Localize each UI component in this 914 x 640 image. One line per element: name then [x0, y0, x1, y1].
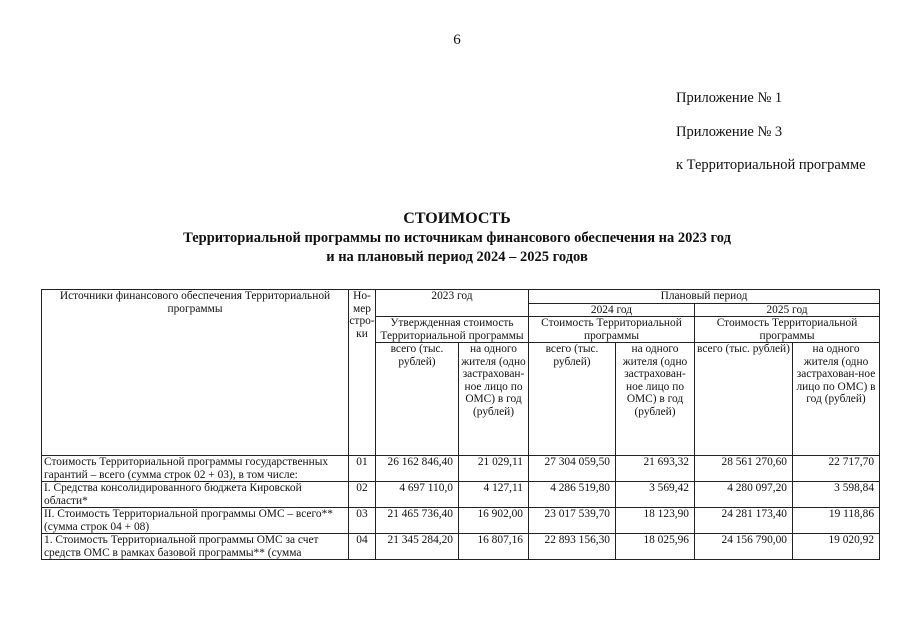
row-per-resident-2023: 16 807,16	[459, 534, 529, 560]
table-row	[42, 508, 880, 534]
row-total-2025: 4 280 097,20	[695, 482, 793, 508]
header-per-resident-2023: на одного жителя (одно застрахован-ное лицо по ОМС) в год (рублей)	[459, 343, 529, 456]
row-per-resident-2025: 22 717,70	[793, 456, 880, 482]
header-total-2024: всего (тыс. рублей)	[529, 343, 616, 456]
row-number: 02	[349, 482, 376, 508]
row-per-resident-2025: 19 118,86	[793, 508, 880, 534]
row-source: I. Средства консолидированного бюджета Кировской области*	[42, 482, 349, 508]
row-source: 1. Стоимость Территориальной программы ОМС за счет средств ОМС в рамках базовой программы** (сумма	[42, 534, 349, 560]
row-per-resident-2023: 21 029,11	[459, 456, 529, 482]
row-total-2024: 23 017 539,70	[529, 508, 616, 534]
row-number: 01	[349, 456, 376, 482]
row-total-2023: 26 162 846,40	[376, 456, 459, 482]
appendix-line-2: Приложение № 3	[676, 124, 783, 140]
header-per-resident-2024: на одного жителя (одно застрахован-ное лицо по ОМС) в год (рублей)	[616, 343, 695, 456]
cost-table	[41, 289, 880, 560]
header-sources: Источники финансового обеспечения Территориальной программы	[42, 290, 349, 456]
row-number: 04	[349, 534, 376, 560]
row-per-resident-2024: 21 693,32	[616, 456, 695, 482]
appendix-line-3: к Территориальной программе	[676, 157, 866, 173]
row-total-2023: 21 465 736,40	[376, 508, 459, 534]
row-per-resident-2023: 4 127,11	[459, 482, 529, 508]
header-approved-cost: Утвержденная стоимость Территориальной программы	[376, 317, 529, 343]
header-per-resident-2025: на одного жителя (одно застрахован-ное лицо по ОМС) в год (рублей)	[793, 343, 880, 456]
header-cost-2024: Стоимость Территориальной программы	[529, 317, 695, 343]
row-total-2025: 24 156 790,00	[695, 534, 793, 560]
row-total-2023: 4 697 110,0	[376, 482, 459, 508]
row-total-2023: 21 345 284,20	[376, 534, 459, 560]
row-total-2024: 4 286 519,80	[529, 482, 616, 508]
row-per-resident-2023: 16 902,00	[459, 508, 529, 534]
header-year-2024: 2024 год	[529, 303, 695, 317]
row-number: 03	[349, 508, 376, 534]
row-source: Стоимость Территориальной программы государственных гарантий – всего (сумма строк 02 + 03), в том числе:	[42, 456, 349, 482]
table-row	[42, 456, 880, 482]
header-planned-period: Плановый период	[529, 290, 880, 304]
header-total-2025: всего (тыс. рублей)	[695, 343, 793, 456]
table-header-row-1	[42, 290, 880, 304]
table-row	[42, 534, 880, 560]
header-year-2025: 2025 год	[695, 303, 880, 317]
row-total-2024: 22 893 156,30	[529, 534, 616, 560]
row-total-2024: 27 304 059,50	[529, 456, 616, 482]
page-number: 6	[453, 32, 461, 48]
header-cost-2025: Стоимость Территориальной программы	[695, 317, 880, 343]
header-total-2023: всего (тыс. рублей)	[376, 343, 459, 456]
table-row	[42, 482, 880, 508]
row-source: II. Стоимость Территориальной программы ОМС – всего** (сумма строк 04 + 08)	[42, 508, 349, 534]
row-total-2025: 24 281 173,40	[695, 508, 793, 534]
row-total-2025: 28 561 270,60	[695, 456, 793, 482]
row-per-resident-2024: 18 123,90	[616, 508, 695, 534]
row-per-resident-2024: 3 569,42	[616, 482, 695, 508]
header-year-2023: 2023 год	[376, 290, 529, 317]
document-title: СТОИМОСТЬ	[403, 210, 511, 227]
appendix-line-1: Приложение № 1	[676, 90, 783, 106]
row-per-resident-2025: 19 020,92	[793, 534, 880, 560]
document-subtitle-line-1: Территориальной программы по источникам финансового обеспечения на 2023 год	[183, 230, 731, 246]
row-per-resident-2024: 18 025,96	[616, 534, 695, 560]
row-per-resident-2025: 3 598,84	[793, 482, 880, 508]
header-row-number: Но-мер стро-ки	[349, 290, 376, 456]
document-subtitle-line-2: и на плановый период 2024 – 2025 годов	[326, 249, 588, 265]
